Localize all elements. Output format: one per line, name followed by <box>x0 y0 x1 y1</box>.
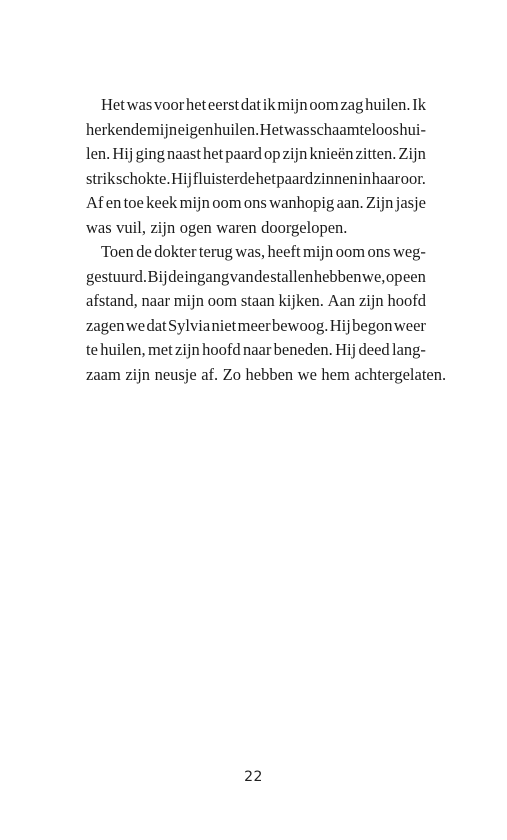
text-line: te huilen, met zijn hoofd naar beneden. Hij deed lang- <box>86 340 426 359</box>
text-line: len. Hij ging naast het paard op zijn knieën zitten. Zijn <box>86 144 426 163</box>
body-text <box>86 93 447 387</box>
paragraph <box>86 93 426 240</box>
text-line: zagen we dat Sylvia niet meer bewoog. Hij begon weer <box>86 315 426 335</box>
text-line: afstand, naar mijn oom staan kijken. Aan zijn hoofd <box>86 291 426 310</box>
text-line: Toen de dokter terug was, heeft mijn oom ons weg- <box>101 242 426 261</box>
text-line: zaam zijn neusje af. Zo hebben we hem achtergelaten. <box>86 364 447 384</box>
text-line: strik schokte. Hij fluisterde het paard zinnen in haar oor. <box>86 168 426 188</box>
page-number: 22 <box>244 769 263 785</box>
text-line: Af en toe keek mijn oom ons wanhopig aan. Zijn jasje <box>86 193 426 212</box>
text-line: herkende mijn eigen huilen. Het was schaamteloos hui- <box>86 119 426 139</box>
paragraph <box>86 240 447 387</box>
text-line: gestuurd. Bij de ingang van de stallen hebben we, op een <box>86 266 426 286</box>
text-line: Het was voor het eerst dat ik mijn oom zag huilen. Ik <box>101 95 426 114</box>
text-line: was vuil, zijn ogen waren doorgelopen. <box>86 217 348 237</box>
